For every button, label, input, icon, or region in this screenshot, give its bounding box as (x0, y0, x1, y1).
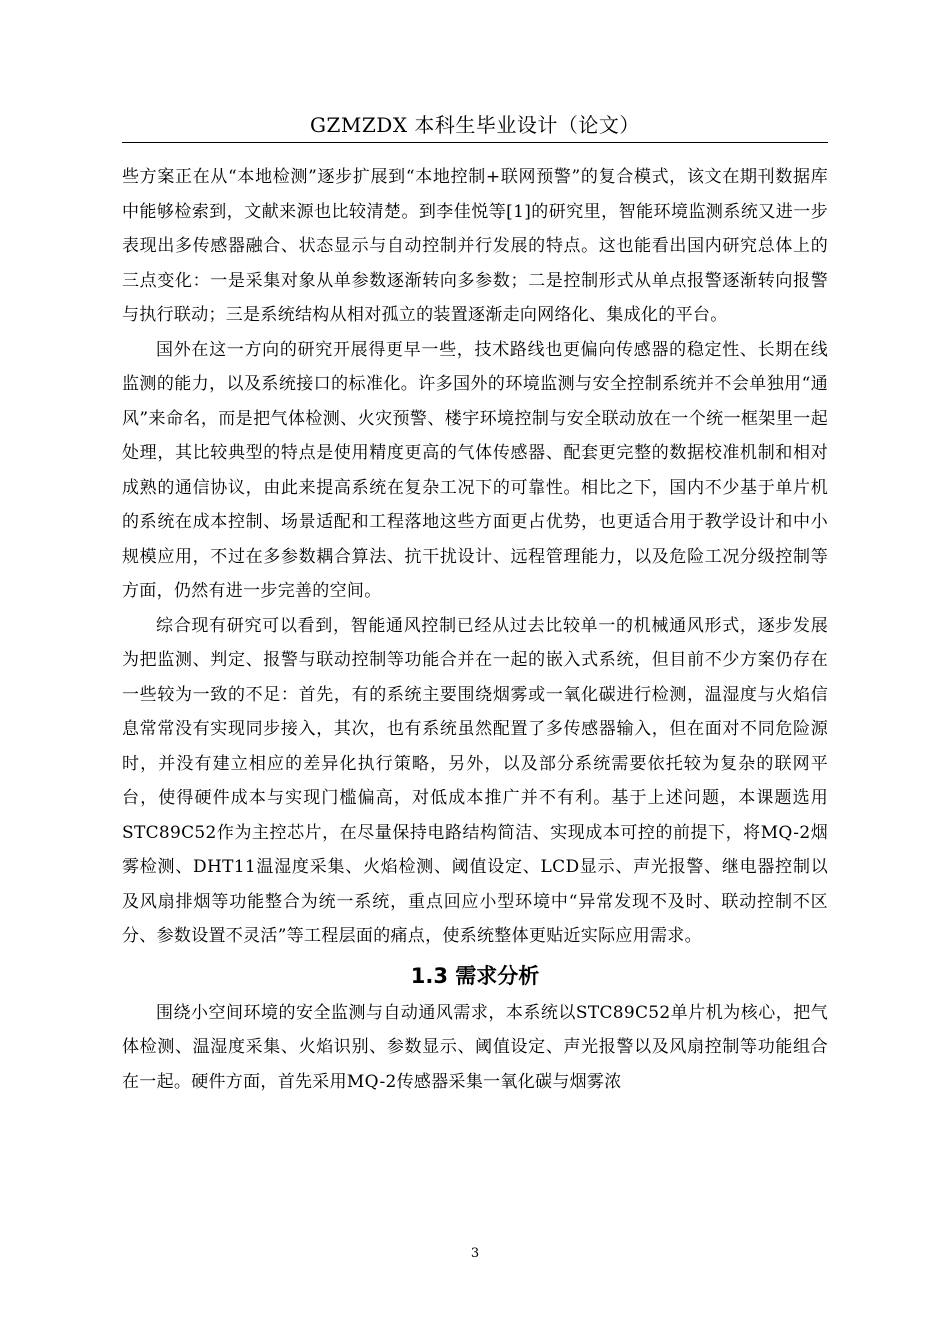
section-heading-requirements: 1.3 需求分析 (410, 963, 540, 988)
paragraph-domestic-research-continued: 些方案正在从“本地检测”逐步扩展到“本地控制+联网预警”的复合模式，该文在期刊数据库中能够检索到，文献来源也比较清楚。到李佳悦等[1]的研究里，智能环境监测系统又进一步表现出多传感器融合、状态显示与自动控制并行发展的特点。这也能看出国内研究总体上的三点变化：一是采集对象从单参数逐渐转向多参数；二是控制形式从单点报警逐渐转向报警与执行联动；三是系统结构从相对孤立的装置逐渐走向网络化、集成化的平台。 (122, 167, 828, 325)
page-number: 3 (470, 1246, 480, 1261)
page-header-title: GZMZDX 本科生毕业设计（论文） (310, 113, 640, 137)
paragraph-requirements-analysis: 围绕小空间环境的安全监测与自动通风需求，本系统以STC89C52单片机为核心，把气体检测、温湿度采集、火焰识别、参数显示、阈值设定、声光报警以及风扇控制等功能组合在一起。硬件方面，首先采用MQ-2传感器采集一氧化碳与烟雾浓 (122, 1002, 828, 1092)
body-text (122, 160, 828, 1099)
paragraph-research-summary: 综合现有研究可以看到，智能通风控制已经从过去比较单一的机械通风形式，逐步发展为把监测、判定、报警与联动控制等功能合并在一起的嵌入式系统，但目前不少方案仍存在一些较为一致的不足：首先，有的系统主要围绕烟雾或一氧化碳进行检测，温湿度与火焰信息常常没有实现同步接入，其次，也有系统虽然配置了多传感器输入，但在面对不同危险源时，并没有建立相应的差异化执行策略，另外，以及部分系统需要依托较为复杂的联网平台，使得硬件成本与实现门槛偏高，对低成本推广并不有利。基于上述问题，本课题选用STC89C52作为主控芯片，在尽量保持电路结构简洁、实现成本可控的前提下，将MQ-2烟雾检测、DHT11温湿度采集、火焰检测、阈值设定、LCD显示、声光报警、继电器控制以及风扇排烟等功能整合为统一系统，重点回应小型环境中“异常发现不及时、联动控制不区分、参数设置不灵活”等工程层面的痛点，使系统整体更贴近实际应用需求。 (122, 615, 828, 946)
header-divider (122, 142, 828, 143)
paragraph-foreign-research: 国外在这一方向的研究开展得更早一些，技术路线也更偏向传感器的稳定性、长期在线监测的能力，以及系统接口的标准化。许多国外的环境监测与安全控制系统并不会单独用“通风”来命名，而是把气体检测、火灾预警、楼宇环境控制与安全联动放在一个统一框架里一起处理，其比较典型的特点是使用精度更高的气体传感器、配套更完整的数据校准机制和相对成熟的通信协议，由此来提高系统在复杂工况下的可靠性。相比之下，国内不少基于单片机的系统在成本控制、场景适配和工程落地这些方面更占优势，也更适合用于教学设计和中小规模应用，不过在多参数耦合算法、抗干扰设计、远程管理能力，以及危险工况分级控制等方面，仍然有进一步完善的空间。 (122, 339, 828, 601)
